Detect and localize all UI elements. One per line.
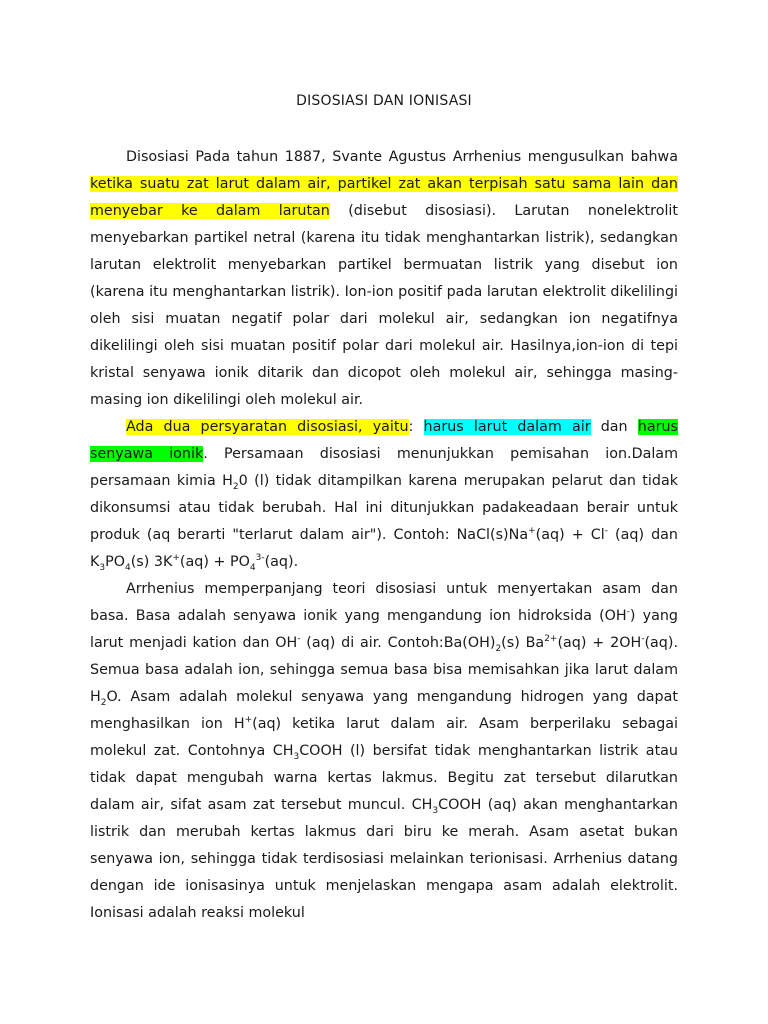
document-body xyxy=(90,144,678,927)
text-run: (aq) + PO xyxy=(179,554,250,570)
superscript: - xyxy=(297,634,301,645)
text-run: (aq) dan K xyxy=(90,527,678,570)
text-run: COOH (l) bersifat tidak menghantarkan listrik atau tidak dapat mengubah warna kertas lakmus. Begitu zat tersebut dilarutkan dalam air, sifat asam zat tersebut muncul. CH xyxy=(90,743,678,813)
text-run: 0 (l) tidak ditampilkan karena merupakan pelarut dan tidak dikonsumsi atau tidak berubah. Hal ini ditunjukkan padakeadaan berair untuk produk (aq berarti "terlarut dalam air"). Contoh: NaCl(s) xyxy=(90,473,678,543)
paragraph-1 xyxy=(90,144,678,414)
text-run: (aq). Semua basa adalah ion, sehingga semua basa bisa memisahkan jika larut dalam H xyxy=(90,635,678,705)
superscript: 2+ xyxy=(544,634,558,645)
text-run: ) yang larut menjadi kation dan OH xyxy=(90,608,678,651)
highlighted-text: Ada dua persyaratan disosiasi, yaitu xyxy=(126,419,409,435)
text-run: O. Asam adalah molekul senyawa yang mengandung hidrogen yang dapat menghasilkan ion H xyxy=(90,689,678,732)
highlighted-text: harus larut dalam air xyxy=(423,419,591,435)
superscript: - xyxy=(626,607,630,618)
text-run: (aq) + Cl xyxy=(535,527,605,543)
subscript: 4 xyxy=(125,562,131,573)
text-run: Disosiasi Pada tahun 1887, Svante Agustus Arrhenius mengusulkan bahwa xyxy=(126,149,678,165)
paragraph-3 xyxy=(90,576,678,927)
superscript: - xyxy=(604,526,608,537)
superscript: + xyxy=(528,526,536,537)
text-run: Ba xyxy=(525,635,545,651)
text-run: (disebut disosiasi). Larutan nonelektrolit menyebarkan partikel netral (karena itu tidak menghantarkan listrik), sedangkan larutan elektrolit menyebarkan partikel bermuatan listrik yang disebut ion (karena itu menghantarkan listrik). Ion-ion positif pada larutan elektrolit dikelilingi oleh sisi muatan negatif polar dari molekul air, sedangkan ion negatifnya dikelilingi oleh sisi muatan positif polar dari molekul air. Hasilnya,ion-ion di tepi kristal senyawa ionik ditarik dan dicopot oleh molekul air, sehingga masing-masing ion dikelilingi oleh molekul air. xyxy=(90,203,678,408)
subscript: 3 xyxy=(99,562,106,573)
subscript: 2 xyxy=(100,697,107,708)
text-run: (aq) ketika larut dalam air. Asam berperilaku sebagai molekul zat. Contohnya CH xyxy=(90,716,678,759)
highlighted-text: ketika suatu zat larut dalam air, partikel zat akan terpisah satu sama lain dan menyebar ke dalam larutan xyxy=(90,176,678,219)
superscript: + xyxy=(244,715,253,726)
document-title: DISOSIASI DAN IONISASI xyxy=(296,93,472,109)
subscript: 3 xyxy=(432,805,439,816)
superscript: 3- xyxy=(255,553,265,564)
paragraph-2 xyxy=(90,414,678,576)
subscript: 2 xyxy=(495,643,502,654)
text-run: PO xyxy=(105,554,125,570)
text-run: COOH (aq) akan menghantarkan listrik dan merubah kertas lakmus dari biru ke merah. Asam asetat bukan senyawa ion, sehingga tidak terdisosiasi melainkan terionisasi. Arrhenius datang dengan ide ionisasinya untuk menjelaskan mengapa asam adalah elektrolit. Ionisasi adalah reaksi molekul xyxy=(90,797,678,921)
text-run: (s) xyxy=(130,554,154,570)
text-run: Arrhenius memperpanjang teori disosiasi untuk menyertakan asam dan basa. Basa adalah senyawa ionik yang mengandung ion hidroksida (OH xyxy=(90,581,678,624)
text-run: (aq) + 2OH xyxy=(557,635,642,651)
text-run: 3K xyxy=(153,554,173,570)
text-run: Na xyxy=(508,527,529,543)
highlighted-text: harus senyawa ionik xyxy=(90,419,678,462)
subscript: 3 xyxy=(293,751,300,762)
superscript: - xyxy=(641,634,645,645)
superscript: + xyxy=(172,553,180,564)
text-run: : xyxy=(408,419,424,435)
subscript: 2 xyxy=(232,481,239,492)
text-run: . Persamaan disosiasi menunjukkan pemisahan ion.Dalam persamaan kimia H xyxy=(90,446,678,489)
text-run: (aq) di air. Contoh:Ba(OH) xyxy=(300,635,496,651)
subscript: 4 xyxy=(249,562,256,573)
text-run: (s) xyxy=(501,635,526,651)
text-run: (aq). xyxy=(264,554,299,570)
text-run: dan xyxy=(590,419,638,435)
